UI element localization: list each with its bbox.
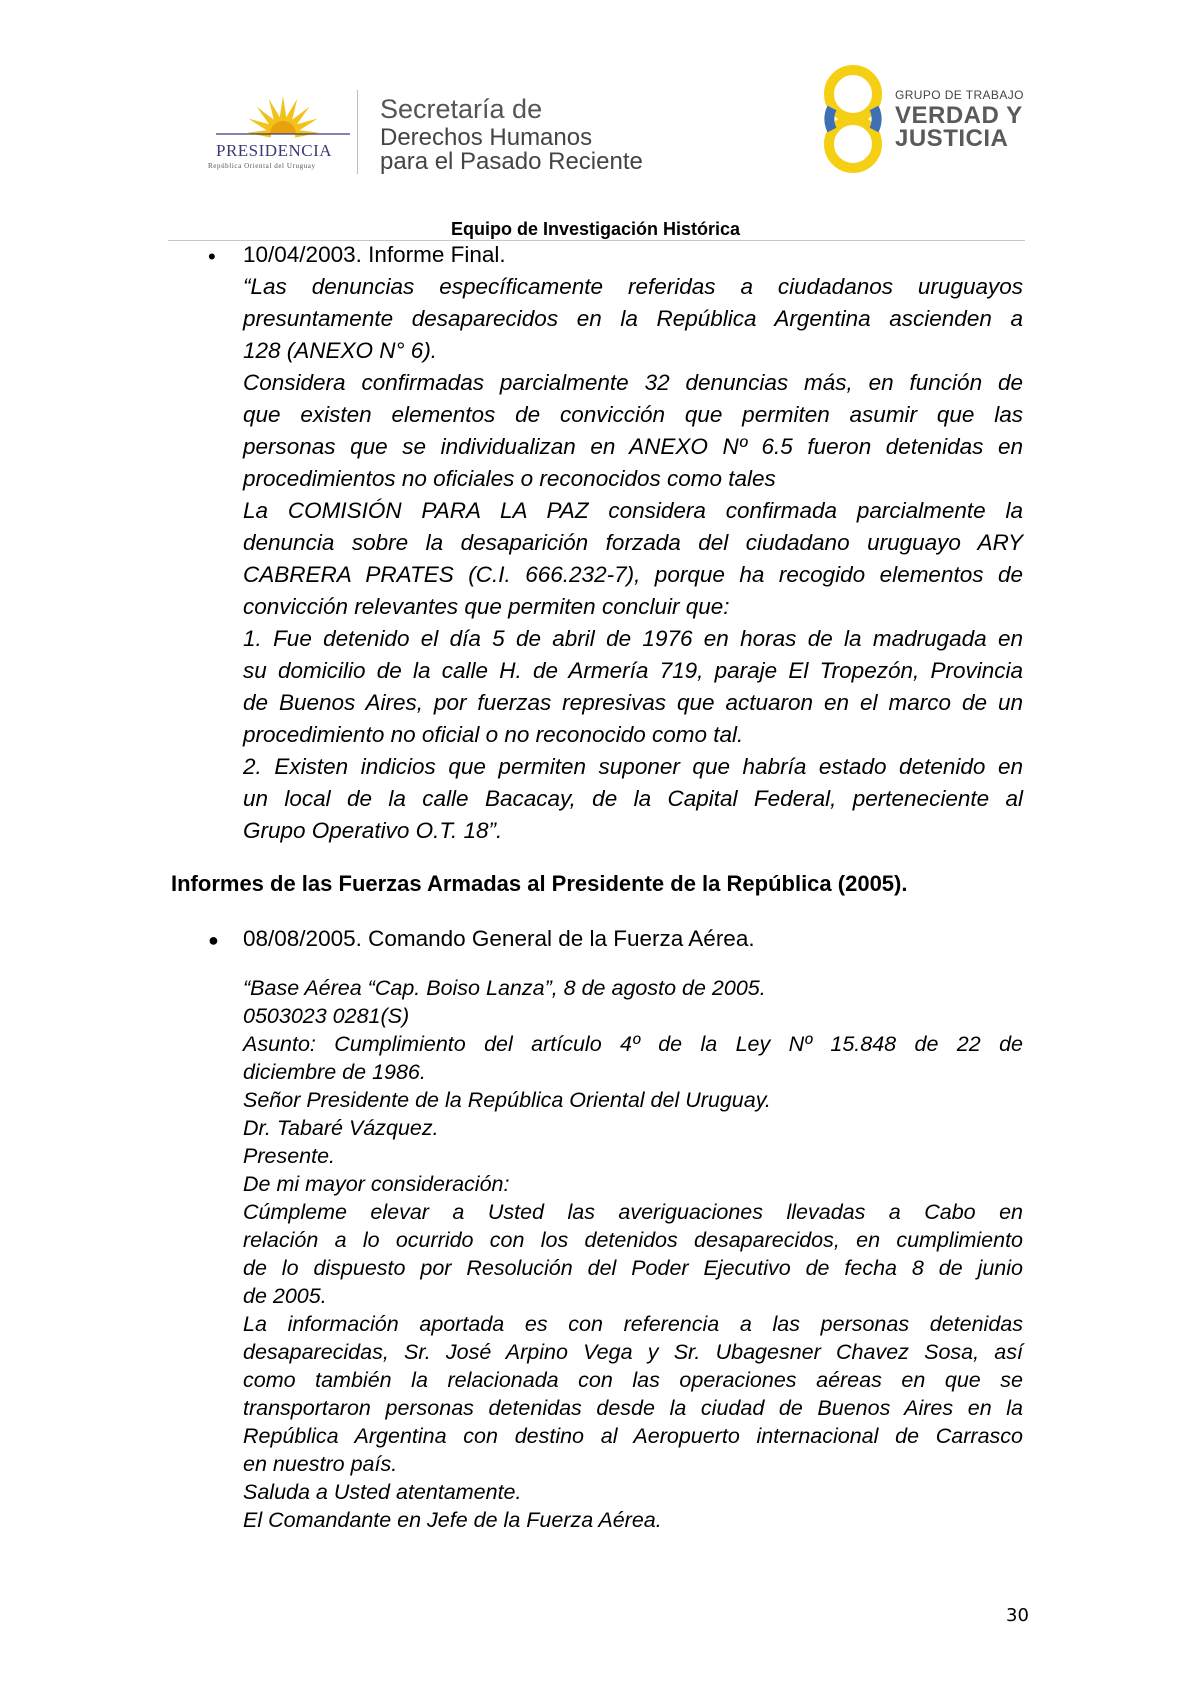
text-line: un local de la calle Bacacay, de la Capital Federal, perteneciente al <box>243 786 1023 811</box>
letter-line: Presente. <box>243 1144 336 1168</box>
section-heading: Informes de las Fuerzas Armadas al Presidente de la República (2005). <box>171 871 908 896</box>
text-line: “Las denuncias específicamente referidas a ciudadanos uruguayos <box>243 274 1023 299</box>
letter-line: Dr. Tabaré Vázquez. <box>243 1116 439 1140</box>
text-line: personas que se individualizan en ANEXO Nº 6.5 fueron detenidas en <box>243 434 1023 459</box>
letter-line: de lo dispuesto por Resolución del Poder Ejecutivo de fecha 8 de junio <box>243 1256 1023 1280</box>
letter-line: Asunto: Cumplimiento del artículo 4º de la Ley Nº 15.848 de 22 de <box>243 1032 1023 1056</box>
letter-line: Señor Presidente de la República Oriental del Uruguay. <box>243 1088 771 1112</box>
secretaria-line-2: Derechos Humanos <box>380 124 593 151</box>
letter-line: Cúmpleme elevar a Usted las averiguaciones llevadas a Cabo en <box>243 1200 1023 1224</box>
text-line: que existen elementos de convicción que permiten asumir que las <box>243 402 1023 427</box>
secretaria-line-3: para el Pasado Reciente <box>380 148 643 175</box>
justicia-label: JUSTICIA <box>895 125 1009 152</box>
letter-line: relación a lo ocurrido con los detenidos desaparecidos, en cumplimiento <box>243 1228 1023 1252</box>
text-line: procedimiento no oficial o no reconocido como tal. <box>243 722 744 747</box>
text-line: procedimientos no oficiales o reconocidos como tales <box>243 466 776 491</box>
text-line: denuncia sobre la desaparición forzada del ciudadano uruguayo ARY <box>243 530 1023 555</box>
text-line: 1. Fue detenido el día 5 de abril de 1976 en horas de la madrugada en <box>243 626 1023 651</box>
text-line: CABRERA PRATES (C.I. 666.232-7), porque ha recogido elementos de <box>243 562 1023 587</box>
header-divider <box>357 90 358 174</box>
bullet-label-1: 10/04/2003. Informe Final. <box>243 242 506 267</box>
letter-line: La información aportada es con referencia a las personas detenidas <box>243 1312 1023 1336</box>
letter-line: Saluda a Usted atentamente. <box>243 1480 522 1504</box>
letter-line: El Comandante en Jefe de la Fuerza Aérea. <box>243 1508 662 1532</box>
text-line: convicción relevantes que permiten concluir que: <box>243 594 730 619</box>
letter-line: de 2005. <box>243 1284 327 1308</box>
secretaria-line-1: Secretaría de <box>380 94 543 124</box>
verdad-y-label: VERDAD Y <box>895 102 1023 129</box>
text-line: su domicilio de la calle H. de Armería 719, paraje El Tropezón, Provincia <box>243 658 1023 683</box>
grupo-trabajo-label: GRUPO DE TRABAJO <box>895 88 1024 102</box>
page-number: 30 <box>1006 1605 1029 1626</box>
header-rule <box>168 240 1025 241</box>
letter-line: desaparecidas, Sr. José Arpino Vega y Sr. Ubagesner Chavez Sosa, así <box>243 1340 1023 1364</box>
letter-line: como también la relacionada con las operaciones aéreas en que se <box>243 1368 1023 1392</box>
team-title: Equipo de Investigación Histórica <box>450 219 741 239</box>
letter-line: 0503023 0281(S) <box>243 1004 410 1028</box>
letter-line: De mi mayor consideración: <box>243 1172 510 1196</box>
bullet-label-2: 08/08/2005. Comando General de la Fuerza Aérea. <box>243 926 755 951</box>
text-line: presuntamente desaparecidos en la República Argentina ascienden a <box>243 306 1023 331</box>
text-line: Considera confirmadas parcialmente 32 denuncias más, en función de <box>243 370 1023 395</box>
presidencia-wordmark: PRESIDENCIA <box>216 141 333 160</box>
bullet-icon: • <box>208 244 216 269</box>
text-line: La COMISIÓN PARA LA PAZ considera confirmada parcialmente la <box>243 498 1023 523</box>
letter-line: “Base Aérea “Cap. Boiso Lanza”, 8 de agosto de 2005. <box>243 976 766 1000</box>
text-line: 2. Existen indicios que permiten suponer que habría estado detenido en <box>243 754 1023 779</box>
text-line: Grupo Operativo O.T. 18”. <box>243 818 503 843</box>
presidencia-subtitle: República Oriental del Uruguay <box>208 162 316 170</box>
text-line: de Buenos Aires, por fuerzas represivas que actuaron en el marco de un <box>243 690 1023 715</box>
letter-line: en nuestro país. <box>243 1452 398 1476</box>
bullet-icon: ● <box>208 930 219 950</box>
text-line: 128 (ANEXO N° 6). <box>243 338 438 363</box>
letter-line: transportaron personas detenidas desde la ciudad de Buenos Aires en la <box>243 1396 1023 1420</box>
letter-line: República Argentina con destino al Aeropuerto internacional de Carrasco <box>243 1424 1023 1448</box>
letter-line: diciembre de 1986. <box>243 1060 426 1084</box>
